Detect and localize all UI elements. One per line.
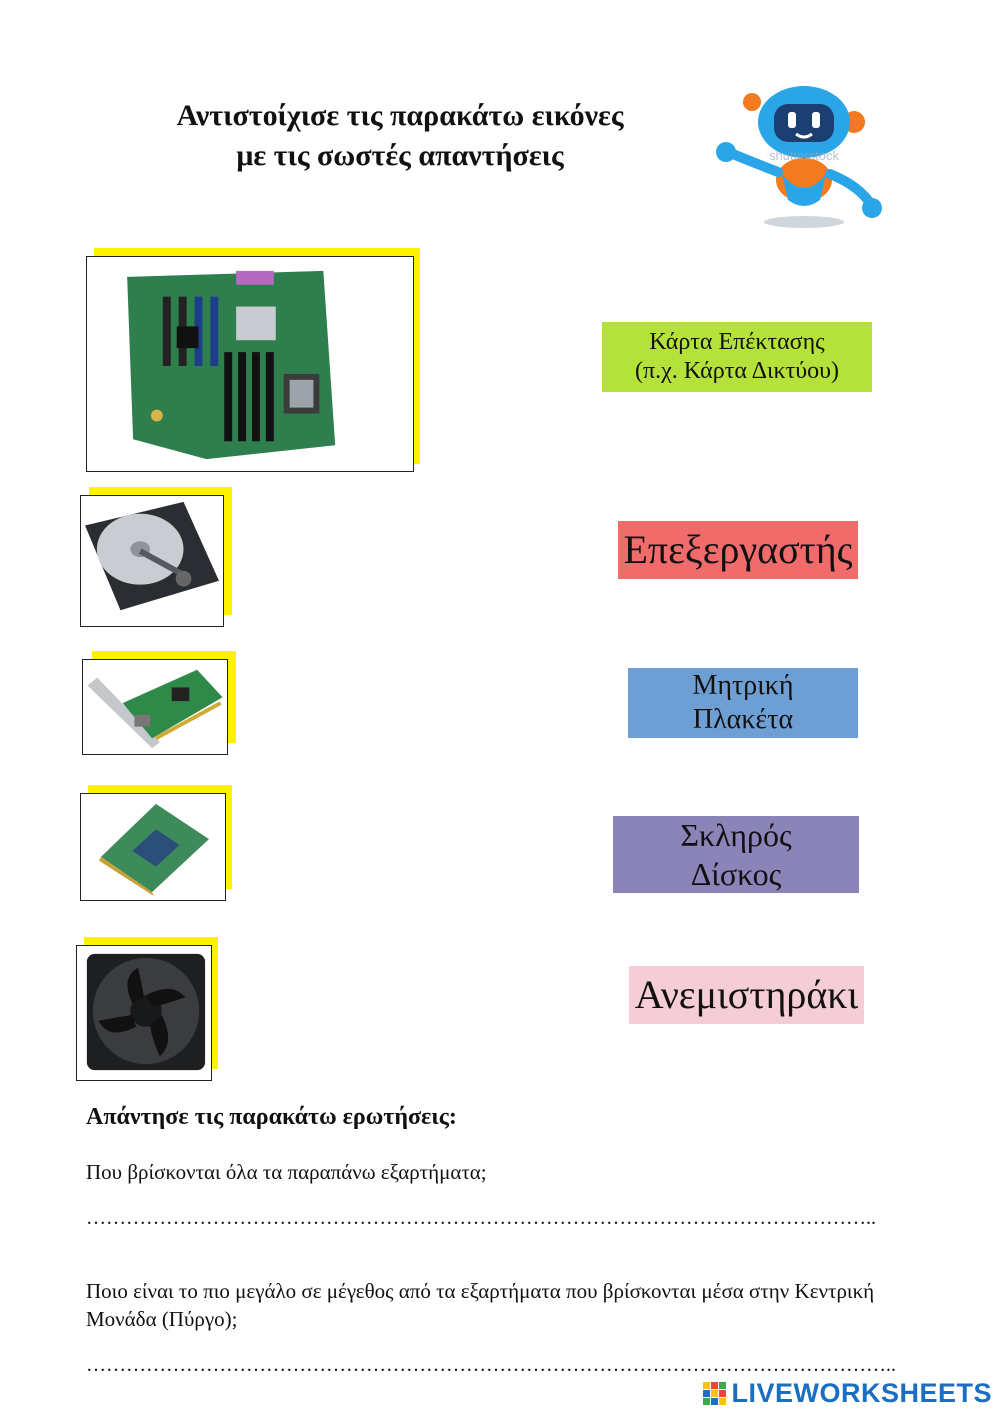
liveworksheets-logo: [703, 1378, 992, 1409]
network-card-image: [82, 659, 228, 755]
answer-hard-disk-text: Σκληρός Δίσκος: [680, 817, 792, 892]
title-line-2: με τις σωστές απαντήσεις: [236, 139, 564, 172]
answer-fan[interactable]: [629, 966, 864, 1024]
answer-motherboard[interactable]: [628, 668, 858, 738]
questions-heading: Απάντησε τις παρακάτω ερωτήσεις:: [86, 1104, 457, 1130]
motherboard-image: [86, 256, 414, 472]
hard-disk-image: [80, 495, 224, 627]
answer-motherboard-text: Μητρική Πλακέτα: [692, 670, 794, 735]
answer-expansion-card[interactable]: [602, 322, 872, 392]
liveworksheets-brand-text: LIVEWORKSHEETS: [731, 1378, 992, 1408]
processor-card: [80, 785, 232, 901]
hard-disk-card: [80, 487, 232, 627]
question-2-answer-field[interactable]: …………………………………………………………………………………………………………..: [86, 1354, 896, 1376]
question-1: Που βρίσκονται όλα τα παραπάνω εξαρτήματα;: [86, 1160, 487, 1184]
processor-image: [80, 793, 226, 901]
title-line-1: Αντιστοίχισε τις παρακάτω εικόνες: [176, 99, 624, 132]
question-1-answer-field[interactable]: ………………………………………………………………………………………………………..: [86, 1207, 876, 1229]
answer-fan-text: Ανεμιστηράκι: [634, 972, 859, 1017]
answer-hard-disk[interactable]: [613, 816, 859, 893]
motherboard-card: [86, 248, 422, 472]
robot-watermark: shutterstock: [768, 148, 840, 163]
robot-illustration: [712, 82, 888, 232]
fan-card: [76, 937, 218, 1081]
page-title: [120, 96, 680, 176]
answer-processor-text: Επεξεργαστής: [623, 527, 853, 572]
answer-expansion-card-text: Κάρτα Επέκτασης (π.χ. Κάρτα Δικτύου): [634, 329, 840, 384]
question-2: Ποιο είναι το πιο μεγάλο σε μέγεθος από τα εξαρτήματα που βρίσκονται μέσα στην Κεντρική Μονάδα (Πύργο);: [86, 1279, 875, 1331]
answer-processor[interactable]: [618, 521, 858, 579]
network-card-card: [82, 651, 236, 755]
cooling-fan-image: [76, 945, 212, 1081]
liveworksheets-logo-icon: [703, 1382, 727, 1406]
